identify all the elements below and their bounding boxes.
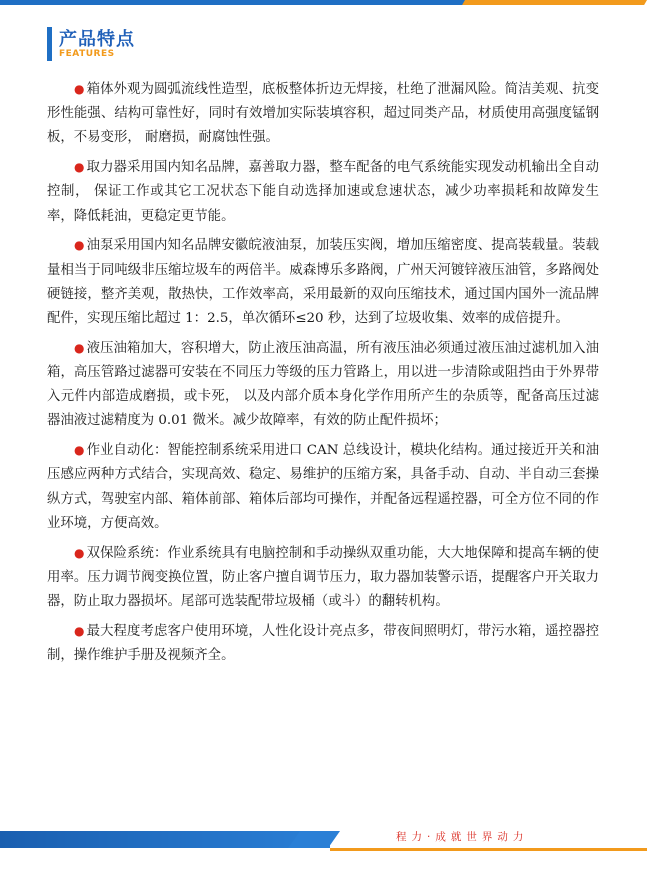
feature-paragraph [47,336,599,434]
features-body [47,77,599,673]
feature-text: 双保险系统：作业系统具有电脑控制和手动操纵双重功能，大大地保障和提高车辆的使用率。压力调节阀变换位置，防止客户擅自调节压力，取力器加装警示语，提醒客户开关取力器，防止取力器损坏。尾部可选装配带垃圾桶（或斗）的翻转机构。 [47,545,599,610]
top-rule-blue [0,0,470,5]
footer-slogan: 程力·成就世界动力 [396,831,529,843]
section-title: 产品特点 [59,29,135,50]
top-rule-orange [462,0,647,5]
bullet-icon: ● [74,623,85,638]
bullet-icon: ● [74,82,85,96]
bullet-icon: ● [74,545,85,560]
feature-paragraph [47,541,599,615]
feature-text: 取力器采用国内知名品牌，嘉善取力器，整车配备的电气系统能实现发动机输出全自动控制， 保证工作或其它工况状态下能自动选择加速或怠速状态，减少功率损耗和故障发生率，降低耗油，更稳定更节能。 [47,160,599,224]
bullet-icon: ● [74,443,85,458]
feature-paragraph [47,619,599,668]
feature-paragraph [47,77,599,151]
feature-text: 箱体外观为圆弧流线性造型，底板整体折边无焊接，杜绝了泄漏风险。简洁美观、抗变形性能强、结构可靠性好，同时有效增加实际装填容积，超过同类产品，材质使用高强度锰钢板，不易变形， 耐磨损，耐腐蚀性强。 [47,82,599,146]
footer-orange-line [330,848,647,851]
feature-paragraph [47,438,599,536]
feature-text: 最大程度考虑客户使用环境，人性化设计亮点多，带夜间照明灯，带污水箱，遥控器控制，操作维护手册及视频齐全。 [47,623,599,664]
header-accent-bar [47,27,52,61]
section-subtitle: FEATURES [59,49,115,59]
feature-text: 油泵采用国内知名品牌安徽皖液油泵，加装压实阀，增加压缩密度、提高装载量。装载量相当于同吨级非压缩垃圾车的两倍半。威森博乐多路阀，广州天河镀锌液压油管，多路阀处硬链接，整齐美观，散热快，工作效率高，采用最新的双向压缩技术，通过国内国外一流品牌配件，实现压缩比超过 1：2.5，单次循环≤20 秒，达到了垃圾收集、效率的成倍提升。 [47,238,599,327]
feature-text: 液压油箱加大，容积增大，防止液压油高温，所有液压油必须通过液压油过滤机加入油箱，高压管路过滤器可安装在不同压力等级的压力管路上，用以进一步清除或阻挡由于外界带入元件内部造成磨损，或卡死， 以及内部介质本身化学作用所产生的杂质等，配备高压过滤器油液过滤精度为 0.01 微米。减少故障率，有效的防止配件损坏； [47,340,599,429]
bullet-icon: ● [74,238,85,253]
footer-blue-band [0,831,330,848]
feature-text: 作业自动化：智能控制系统采用进口 CAN 总线设计，模块化结构。通过接近开关和油压感应两种方式结合，实现高效、稳定、易维护的压缩方案，具备手动、自动、半自动三套操纵方式，驾驶室内部、箱体前部、箱体后部均可操作，并配备远程遥控器，可全方位不同的作业环境，方便高效。 [47,443,599,531]
page-footer [0,823,647,875]
bullet-icon: ● [74,160,85,175]
bullet-icon: ● [74,340,85,355]
feature-paragraph [47,155,599,229]
feature-paragraph [47,233,599,331]
top-decorative-rule [0,0,647,7]
